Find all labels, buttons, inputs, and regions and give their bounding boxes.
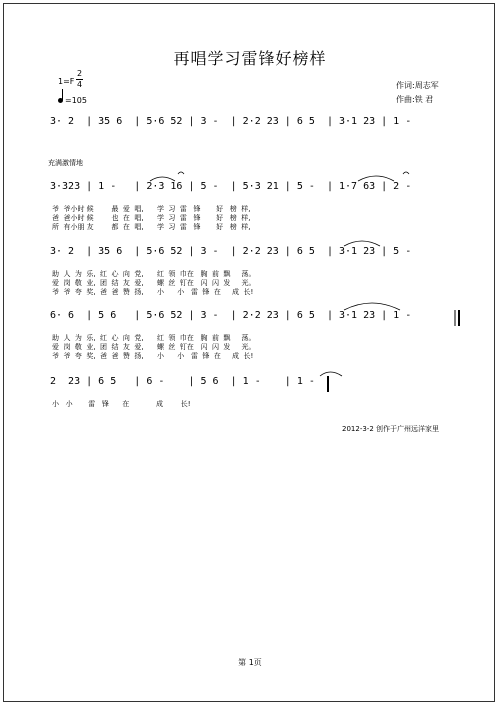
meter-bottom: 4 bbox=[76, 80, 83, 89]
lyric-line: 助 人 为 乐, 红 心 向 党, 红 领 巾在 胸 前 飘 荡。 bbox=[52, 334, 256, 342]
lyric-line: 小 小 雷 锋 在 成 长! bbox=[52, 400, 191, 408]
notation-line-3: 3· 2 | 35 6 | 5·6 52 | 3 - | 2·2 23 | 6 5 | 3·1 23 | 5 - bbox=[50, 246, 412, 257]
date-note: 2012-3-2 创作于广州远洋家里 bbox=[342, 425, 439, 433]
lyric-line: 爱 岗 敬 业, 团 结 友 爱, 螺 丝 钉在 闪 闪 发 光。 bbox=[52, 343, 256, 351]
notation-line-2: 3·323 | 1 - | 2·3 16 | 5 - | 5·3 21 | 5 - | 1·7 63 | 2 - bbox=[50, 181, 412, 192]
composer-credit: 作曲:铁 君 bbox=[396, 95, 434, 104]
meter-top: 2 bbox=[76, 69, 83, 78]
key-signature: 1=F bbox=[58, 77, 75, 86]
notation-line-5: 2 23 | 6 5 | 6 - | 5 6 | 1 - | 1 - bbox=[50, 376, 315, 387]
expression-marking: 充满激情地 bbox=[48, 159, 83, 167]
lyric-line: 爷 爷 夸 奖, 爸 爸 赞 扬, 小 小 雷 锋 在 成 长! bbox=[52, 352, 254, 360]
notation-line-1: 3· 2 | 35 6 | 5·6 52 | 3 - | 2·2 23 | 6 5 | 3·1 23 | 1 - bbox=[50, 116, 412, 127]
lyric-line: 爷 爷小时 候 最 爱 唱, 学 习 雷 锋 好 榜 样, bbox=[52, 205, 251, 213]
tempo-value: =105 bbox=[65, 96, 87, 105]
lyric-line: 爱 岗 敬 业, 团 结 友 爱, 螺 丝 钉在 闪 闪 发 光。 bbox=[52, 279, 256, 287]
lyric-line: 助 人 为 乐, 红 心 向 党, 红 领 巾在 胸 前 飘 荡。 bbox=[52, 270, 256, 278]
page-number: 第 1页 bbox=[238, 658, 262, 667]
notation-line-4: 6· 6 | 5 6 | 5·6 52 | 3 - | 2·2 23 | 6 5 | 3·1 23 | 1 - bbox=[50, 310, 412, 321]
song-title: 再唱学习雷锋好榜样 bbox=[173, 49, 327, 68]
lyricist-credit: 作词:周志军 bbox=[396, 81, 439, 90]
lyric-line: 爷 爷 夸 奖, 爸 爸 赞 扬, 小 小 雷 锋 在 成 长! bbox=[52, 288, 254, 296]
lyric-line: 爸 爸小时 候 也 在 唱, 学 习 雷 锋 好 榜 样, bbox=[52, 214, 251, 222]
lyric-line: 所 有小朋 友 都 在 唱, 学 习 雷 锋 好 榜 样, bbox=[52, 223, 251, 231]
